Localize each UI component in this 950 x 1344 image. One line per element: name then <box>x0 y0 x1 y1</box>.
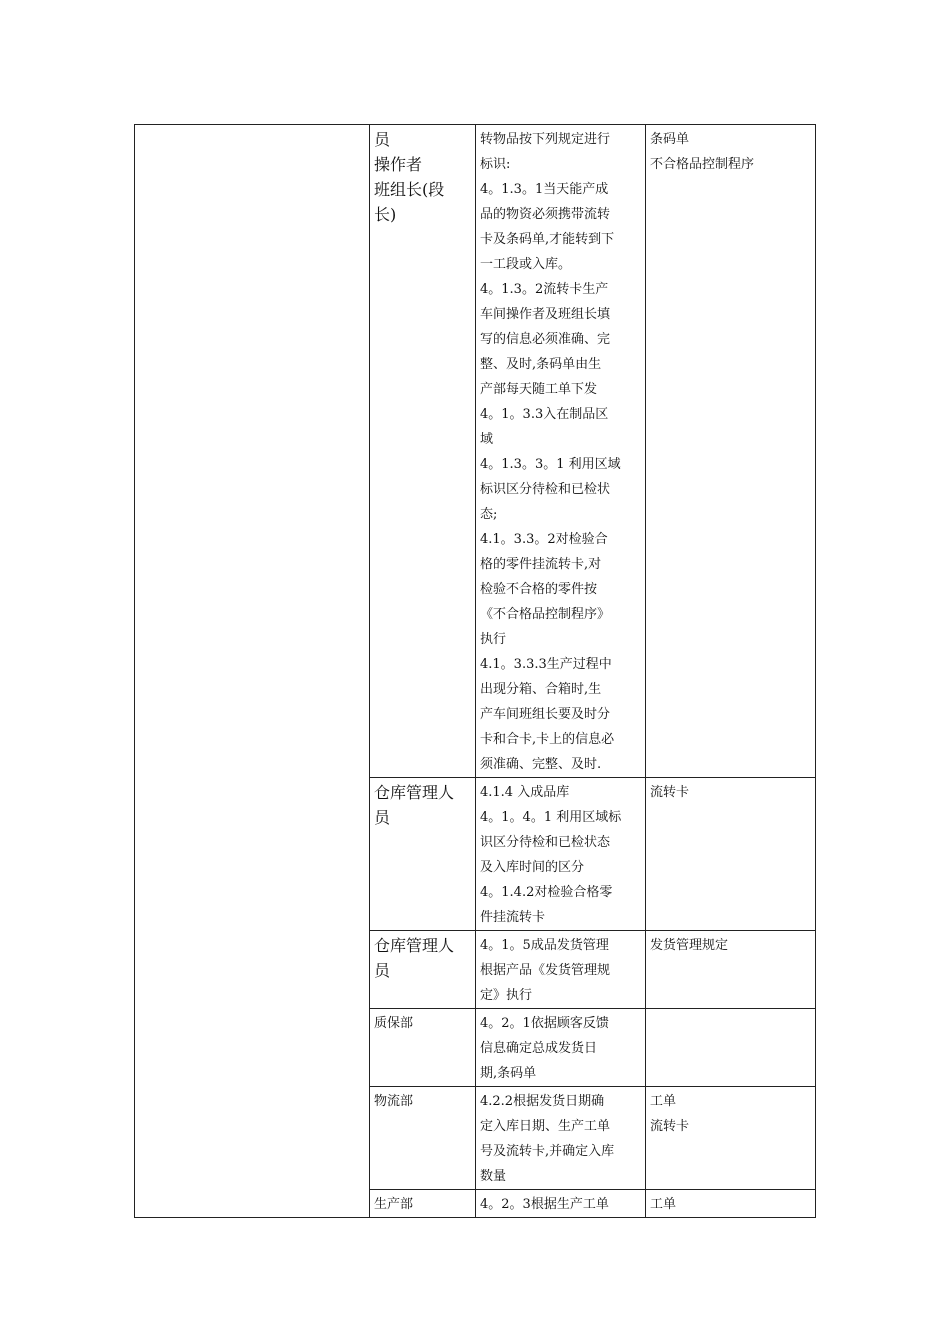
record-line: 发货管理规定 <box>650 938 729 953</box>
step-line: 写的信息必须准确、完 <box>480 332 611 347</box>
step-line: 期,条码单 <box>480 1066 537 1081</box>
responsible-line: 员 <box>374 961 391 980</box>
step-line: 4.1.4 入成品库 <box>480 785 570 800</box>
responsible-cell <box>370 125 476 778</box>
step-line: 信息确定总成发货日 <box>480 1041 598 1056</box>
blank-column-cell <box>135 125 370 1218</box>
responsible-cell <box>370 778 476 931</box>
step-line: 4.1。3.3。2对检验合 <box>480 532 608 547</box>
responsible-cell <box>370 1087 476 1190</box>
responsible-line: 生产部 <box>374 1197 414 1212</box>
step-line: 产部每天随工单下发 <box>480 382 598 397</box>
step-line: 执行 <box>480 632 507 647</box>
step-line: 4。1。5成品发货管理 <box>480 938 609 953</box>
step-line: 出现分箱、合箱时,生 <box>480 682 602 697</box>
step-line: 4.2.2根据发货日期确 <box>480 1094 605 1109</box>
step-line: 4。1.4.2对检验合格零 <box>480 885 613 900</box>
step-line: 4。1。4。1 利用区域标 <box>480 810 622 825</box>
steps-cell <box>476 125 646 778</box>
step-line: 及入库时间的区分 <box>480 860 585 875</box>
step-line: 产车间班组长要及时分 <box>480 707 611 722</box>
responsible-line: 质保部 <box>374 1016 414 1031</box>
record-line: 条码单 <box>650 132 690 147</box>
record-line: 不合格品控制程序 <box>650 157 755 172</box>
step-line: 品的物资必须携带流转 <box>480 207 611 222</box>
records-cell <box>646 1087 816 1190</box>
step-line: 件挂流转卡 <box>480 910 546 925</box>
steps-cell <box>476 778 646 931</box>
responsible-line: 操作者 <box>374 155 423 174</box>
responsible-line: 仓库管理人 <box>374 783 455 802</box>
step-line: 标识区分待检和已检状 <box>480 482 611 497</box>
records-cell <box>646 778 816 931</box>
records-cell <box>646 1190 816 1218</box>
step-line: 4。2。1依据顾客反馈 <box>480 1016 609 1031</box>
responsible-cell <box>370 931 476 1009</box>
step-line: 根据产品《发货管理规 <box>480 963 611 978</box>
procedure-table <box>134 124 816 1218</box>
responsible-line: 班组长(段 <box>374 180 445 199</box>
step-line: 态; <box>480 507 498 522</box>
step-line: 4。1.3。2流转卡生产 <box>480 282 609 297</box>
step-line: 号及流转卡,并确定入库 <box>480 1144 615 1159</box>
records-cell <box>646 1009 816 1087</box>
table-row <box>135 125 816 778</box>
step-line: 4。2。3根据生产工单 <box>480 1197 609 1212</box>
step-line: 定》执行 <box>480 988 533 1003</box>
record-line: 工单 <box>650 1197 677 1212</box>
responsible-line: 员 <box>374 808 391 827</box>
step-line: 卡和合卡,卡上的信息必 <box>480 732 615 747</box>
step-line: 标识: <box>480 157 511 172</box>
record-line: 流转卡 <box>650 785 690 800</box>
step-line: 转物品按下列规定进行 <box>480 132 611 147</box>
step-line: 识区分待检和已检状态 <box>480 835 611 850</box>
records-cell <box>646 931 816 1009</box>
steps-cell <box>476 931 646 1009</box>
responsible-cell <box>370 1190 476 1218</box>
record-line: 流转卡 <box>650 1119 690 1134</box>
steps-cell <box>476 1087 646 1190</box>
step-line: 4.1。3.3.3生产过程中 <box>480 657 612 672</box>
step-line: 域 <box>480 432 494 447</box>
step-line: 数量 <box>480 1169 507 1184</box>
step-line: 定入库日期、生产工单 <box>480 1119 611 1134</box>
step-line: 整、及时,条码单由生 <box>480 357 602 372</box>
step-line: 4。1.3。3。1 利用区域 <box>480 457 621 472</box>
step-line: 车间操作者及班组长填 <box>480 307 611 322</box>
responsible-line: 员 <box>374 130 391 149</box>
records-cell <box>646 125 816 778</box>
responsible-line: 长) <box>374 205 397 224</box>
step-line: 须准确、完整、及时. <box>480 757 602 772</box>
responsible-cell <box>370 1009 476 1087</box>
step-line: 卡及条码单,才能转到下 <box>480 232 615 247</box>
steps-cell <box>476 1009 646 1087</box>
step-line: 《不合格品控制程序》 <box>480 607 611 622</box>
responsible-line: 物流部 <box>374 1094 414 1109</box>
step-line: 一工段或入库。 <box>480 257 572 272</box>
record-line: 工单 <box>650 1094 677 1109</box>
responsible-line: 仓库管理人 <box>374 936 455 955</box>
steps-cell <box>476 1190 646 1218</box>
step-line: 检验不合格的零件按 <box>480 582 598 597</box>
step-line: 4。1。3.3入在制品区 <box>480 407 609 422</box>
step-line: 4。1.3。1当天能产成 <box>480 182 609 197</box>
step-line: 格的零件挂流转卡,对 <box>480 557 602 572</box>
